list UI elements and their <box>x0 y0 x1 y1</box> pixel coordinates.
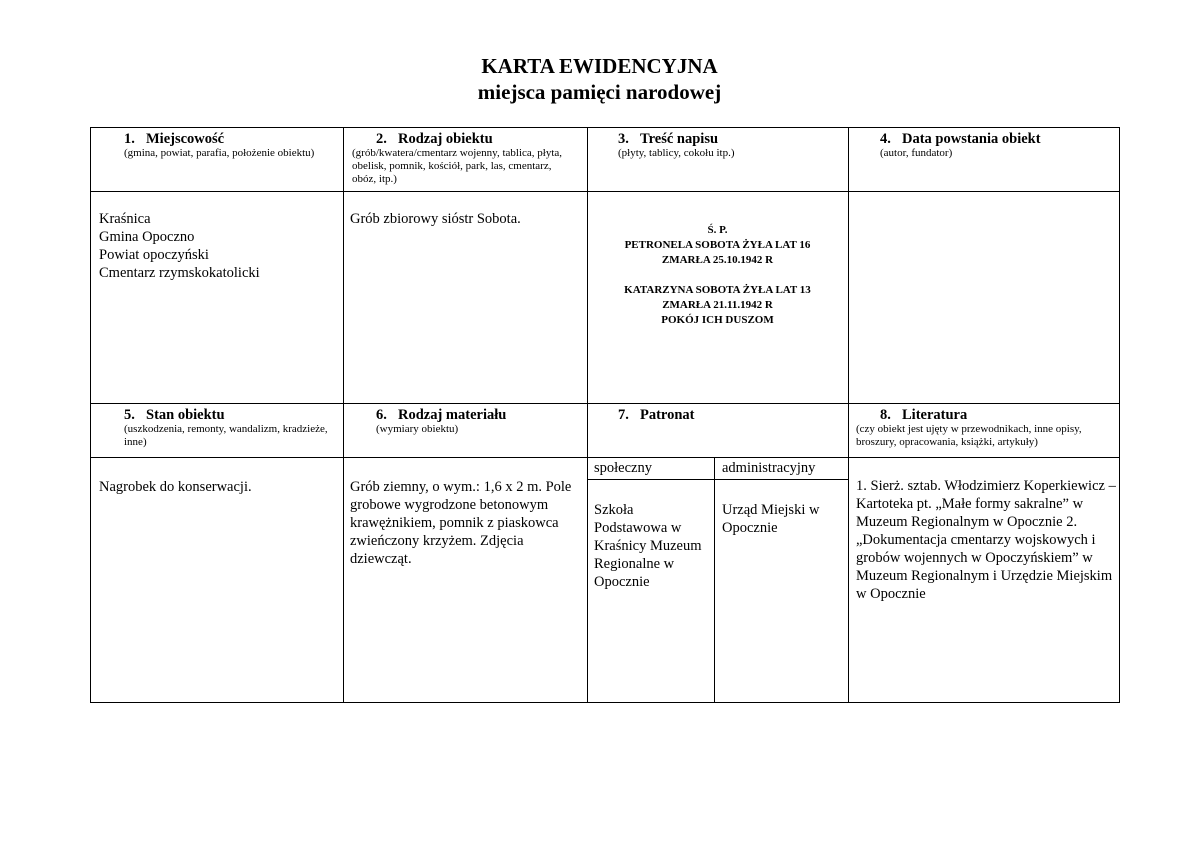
header-rodzaj-obiektu <box>352 131 577 186</box>
document-subtitle: miejsca pamięci narodowej <box>477 80 722 104</box>
header-tresc-napisu <box>618 131 838 160</box>
condition-cell: Nagrobek do konserwacji. <box>99 479 252 495</box>
table-border-bottom <box>90 702 1120 703</box>
header-hint: (grób/kwatera/cmentarz wojenny, tablica, płyta, obelisk, pomnik, kościół, park, las, cmentarz, obóz, itp.) <box>352 147 563 185</box>
inscription-spacer <box>587 268 848 283</box>
inscription-line: ZMARŁA 21.11.1942 R <box>662 299 773 311</box>
header-patronat <box>618 407 838 423</box>
header-number: 7. <box>618 407 629 423</box>
record-table <box>90 127 1120 703</box>
col-divider-2 <box>587 127 588 703</box>
header-stan-obiektu <box>124 407 339 449</box>
patron-admin-label: administracyjny <box>722 460 816 476</box>
header-literatura <box>852 407 1116 449</box>
col-divider-patronat <box>714 457 715 703</box>
header-label: Treść napisu <box>640 131 719 147</box>
rule-header1 <box>90 191 1120 192</box>
header-label: Stan obiektu <box>146 407 225 423</box>
header-hint: (autor, fundator) <box>880 147 953 159</box>
header-number: 6. <box>376 407 387 423</box>
inscription-line: PETRONELA SOBOTA ŻYŁA LAT 16 <box>624 239 811 251</box>
rule-patronat-sub <box>587 479 848 480</box>
material-cell: Grób ziemny, o wym.: 1,6 x 2 m. Pole grobowe wygrodzone betonowym krawężnikiem, pomnik z piaskowca zwieńczony krzyżem. Zdjęcia dziewcząt. <box>350 479 572 567</box>
header-label: Literatura <box>902 407 968 423</box>
location-line: Powiat opoczyński <box>99 247 209 263</box>
rule-header2 <box>90 457 1120 458</box>
patron-social-cell: Szkoła Podstawowa w Kraśnicy Muzeum Regionalne w Opocznie <box>594 502 702 590</box>
location-line: Cmentarz rzymskokatolicki <box>99 265 260 281</box>
object-type-cell: Grób zbiorowy sióstr Sobota. <box>350 211 521 227</box>
table-border-top <box>90 127 1120 128</box>
header-label: Rodzaj obiektu <box>398 131 493 147</box>
header-number: 4. <box>880 131 891 147</box>
location-line: Kraśnica <box>99 211 151 227</box>
header-hint: (czy obiekt jest ujęty w przewodnikach, inne opisy, broszury, opracowania, książki, artykuły) <box>856 423 1082 448</box>
col-divider-1 <box>343 127 344 703</box>
header-number: 8. <box>880 407 891 423</box>
header-hint: (wymiary obiektu) <box>376 423 459 435</box>
header-label: Data powstania obiekt <box>902 131 1041 147</box>
table-border-right <box>1119 127 1120 703</box>
location-line: Gmina Opoczno <box>99 229 195 245</box>
document-title: KARTA EWIDENCYJNA <box>481 54 718 78</box>
header-number: 5. <box>124 407 135 423</box>
inscription-line: Ś. P. <box>707 224 728 236</box>
header-data-powstania <box>880 131 1115 160</box>
header-number: 1. <box>124 131 135 147</box>
header-label: Miejscowość <box>146 131 225 147</box>
header-rodzaj-materialu <box>376 407 581 436</box>
inscription-line: KATARZYNA SOBOTA ŻYŁA LAT 13 <box>624 284 811 296</box>
header-label: Rodzaj materiału <box>398 407 507 423</box>
header-label: Patronat <box>640 407 695 423</box>
literature-cell: 1. Sierż. sztab. Włodzimierz Koperkiewicz – Kartoteka pt. „Małe formy sakralne” w Muzeum Regionalnym w Opocznie 2. „Dokumentacja cmentarzy wojskowych i grobów wojennych w Opoczyńskiem” w Muzeum Regionalnym i Urzędzie Miejskim w Opocznie <box>856 478 1116 602</box>
header-miejscowosc <box>124 131 334 160</box>
patron-admin-cell: Urząd Miejski w Opocznie <box>722 502 820 536</box>
rule-row1 <box>90 403 1120 404</box>
header-hint: (gmina, powiat, parafia, położenie obiektu) <box>124 147 315 159</box>
table-border-left <box>90 127 91 703</box>
location-cell <box>99 210 339 282</box>
inscription-cell <box>587 223 848 328</box>
col-divider-3 <box>848 127 849 703</box>
header-hint: (płyty, tablicy, cokołu itp.) <box>618 147 735 159</box>
header-number: 2. <box>376 131 387 147</box>
header-hint: (uszkodzenia, remonty, wandalizm, kradzieże, inne) <box>124 423 328 448</box>
header-number: 3. <box>618 131 629 147</box>
inscription-line: POKÓJ ICH DUSZOM <box>661 314 774 326</box>
inscription-line: ZMARŁA 25.10.1942 R <box>661 254 774 266</box>
patron-social-label: społeczny <box>594 460 652 476</box>
